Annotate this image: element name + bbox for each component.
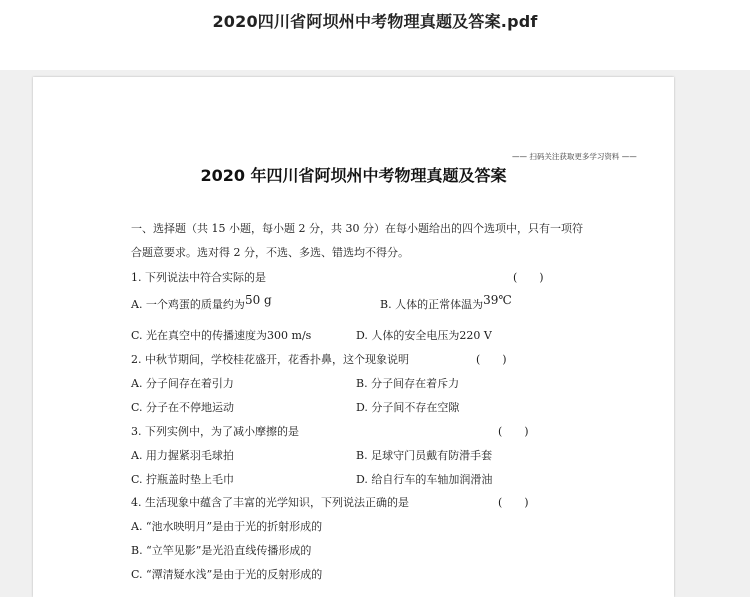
q4-answer-blank: ( ) — [498, 496, 529, 509]
section-intro-line-1: 一、选择题（共 15 小题，每小题 2 分，共 30 分）在每小题给出的四个选项中，只有一项符 — [131, 222, 583, 235]
section-intro-line-2: 合题意要求。选对得 2 分，不选、多选、错选均不得分。 — [131, 246, 409, 259]
q2-stem: 2. 中秋节期间，学校桂花盛开，花香扑鼻，这个现象说明 — [131, 353, 409, 366]
q1-option-a-value: 50 g — [244, 293, 272, 307]
q3-option-a: A. 用力握紧羽毛球拍 — [131, 449, 234, 462]
q2-answer-blank: ( ) — [476, 353, 507, 366]
q1-stem: 1. 下列说法中符合实际的是 — [131, 271, 266, 284]
q1-answer-blank: ( ) — [513, 271, 544, 284]
q2-option-a: A. 分子间存在着引力 — [131, 377, 234, 390]
document-title: 2020 年四川省阿坝州中考物理真题及答案 — [200, 166, 507, 185]
file-title: 2020四川省阿坝州中考物理真题及答案.pdf — [212, 12, 538, 31]
q1-option-a — [131, 293, 272, 312]
q1-option-a-text: A. 一个鸡蛋的质量约为 — [131, 298, 245, 311]
q4-option-b: B. “立竿见影”是光沿直线传播形成的 — [131, 544, 312, 557]
q1-option-b — [380, 293, 512, 312]
q3-answer-blank: ( ) — [498, 425, 529, 438]
q2-option-c: C. 分子在不停地运动 — [131, 401, 235, 414]
q3-option-b: B. 足球守门员戴有防滑手套 — [356, 449, 493, 462]
q4-option-a: A. “池水映明月”是由于光的折射形成的 — [131, 520, 323, 533]
document-page — [33, 77, 674, 597]
viewer-header — [0, 0, 750, 70]
q3-option-d: D. 给自行车的车轴加润滑油 — [356, 473, 493, 486]
q1-option-d: D. 人体的安全电压为220 V — [356, 329, 492, 342]
q2-option-b: B. 分子间存在着斥力 — [356, 377, 460, 390]
qr-note: —— 扫码关注获取更多学习资料 —— — [512, 152, 637, 161]
q4-stem: 4. 生活现象中蕴含了丰富的光学知识，下列说法正确的是 — [131, 496, 409, 509]
q3-stem: 3. 下列实例中，为了减小摩擦的是 — [131, 425, 299, 438]
q1-option-b-text: B. 人体的正常体温为 — [380, 298, 484, 311]
q1-option-c: C. 光在真空中的传播速度为300 m/s — [131, 329, 312, 342]
q2-option-d: D. 分子间不存在空隙 — [356, 401, 460, 414]
q3-option-c: C. 拧瓶盖时垫上毛巾 — [131, 473, 235, 486]
q4-option-c: C. “潭清疑水浅”是由于光的反射形成的 — [131, 568, 323, 581]
q1-option-b-value: 39℃ — [483, 293, 512, 307]
